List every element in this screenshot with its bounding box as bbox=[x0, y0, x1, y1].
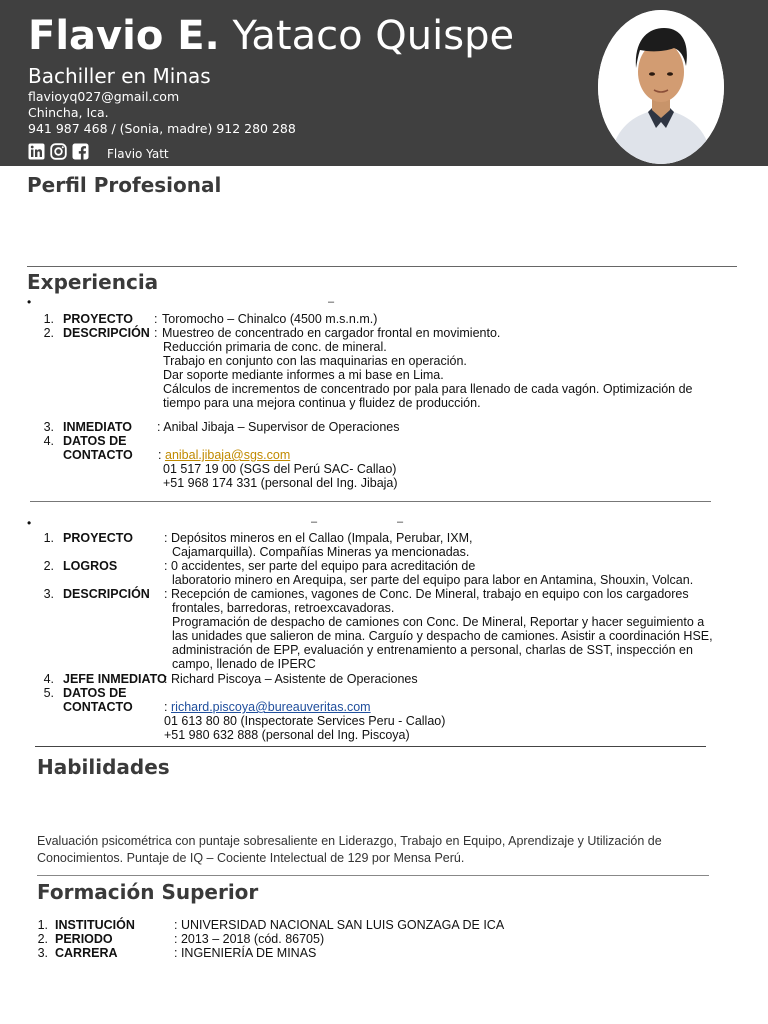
facebook-icon[interactable] bbox=[72, 143, 89, 160]
resume-header bbox=[0, 0, 768, 166]
job2-descripcion-num: 3. bbox=[43, 587, 54, 601]
section-title-experiencia: Experiencia bbox=[27, 270, 159, 294]
formacion-num: 1. bbox=[37, 918, 48, 932]
job2-proyecto-num: 1. bbox=[43, 531, 54, 545]
job1-contact-email-link[interactable]: anibal.jibaja@sgs.com bbox=[165, 448, 291, 462]
job2-desc-line: campo, llenado de IPERC bbox=[172, 657, 316, 671]
instagram-icon[interactable] bbox=[50, 143, 67, 160]
job1-proyecto-value: Toromocho – Chinalco (4500 m.s.n.m.) bbox=[162, 312, 378, 326]
section-divider bbox=[37, 875, 709, 876]
phone-numbers: 941 987 468 / (Sonia, madre) 912 280 288 bbox=[28, 121, 296, 136]
section-title-perfil: Perfil Profesional bbox=[27, 173, 222, 197]
first-name: Flavio E. bbox=[28, 13, 220, 59]
job2-desc-line: administración de EPP, evaluación y entrenamiento a personal, charlas de SST, inspección en bbox=[172, 643, 693, 657]
job2-desc-line: Programación de despacho de camiones con Conc. De Mineral, Reportar y hacer seguimiento a bbox=[172, 615, 705, 629]
job-title: Bachiller en Minas bbox=[28, 64, 211, 88]
job2-contacto-sep: : bbox=[164, 700, 168, 714]
formacion-value: : INGENIERÍA DE MINAS bbox=[174, 946, 317, 960]
section-title-formacion: Formación Superior bbox=[37, 880, 259, 904]
job2-desc-line: : Recepción de camiones, vagones de Conc. De Mineral, trabajo en equipo con los cargadores bbox=[164, 587, 689, 601]
job1-contacto-sep: : bbox=[158, 448, 162, 462]
job1-descripcion-sep: : bbox=[154, 326, 158, 340]
job2-dash: – bbox=[397, 516, 404, 528]
job1-proyecto-label: PROYECTO bbox=[63, 312, 133, 326]
section-title-habilidades: Habilidades bbox=[37, 755, 170, 779]
section-divider bbox=[27, 266, 737, 267]
job1-desc-line: tiempo para una mejora continua y fluidez de producción. bbox=[163, 396, 481, 410]
formacion-num: 2. bbox=[37, 932, 48, 946]
job1-descripcion-value: Muestreo de concentrado en cargador frontal en movimiento. bbox=[162, 326, 501, 340]
habilidades-line: Conocimientos. Puntaje de IQ – Cociente Intelectual de 129 por Mensa Perú. bbox=[37, 851, 465, 865]
job1-desc-line: Cálculos de incrementos de concentrado por pala para llenado de cada vagón. Optimización de bbox=[163, 382, 693, 396]
job1-inmediato-value: : Anibal Jibaja – Supervisor de Operaciones bbox=[157, 420, 400, 434]
job1-inmediato-label: INMEDIATO bbox=[63, 420, 132, 434]
job2-logros-value: : 0 accidentes, ser parte del equipo para acreditación de bbox=[164, 559, 476, 573]
job2-proyecto-value: Cajamarquilla). Compañías Mineras ya mencionadas. bbox=[172, 545, 470, 559]
formacion-num: 3. bbox=[37, 946, 48, 960]
formacion-label: INSTITUCIÓN bbox=[55, 918, 135, 932]
job2-logros-value: laboratorio minero en Arequipa, ser parte del equipo para labor en Antamina, Shouxin, Volcan. bbox=[172, 573, 694, 587]
job2-proyecto-value: : Depósitos mineros en el Callao (Impala, Perubar, IXM, bbox=[164, 531, 473, 545]
job2-logros-label: LOGROS bbox=[63, 559, 118, 573]
job1-proyecto-num: 1. bbox=[43, 312, 54, 326]
job2-logros-num: 2. bbox=[43, 559, 54, 573]
job2-contacto-label: CONTACTO bbox=[63, 700, 133, 714]
job2-desc-line: frontales, barredoras, retroexcavadoras. bbox=[172, 601, 395, 615]
social-handle[interactable]: Flavio Yatt bbox=[107, 147, 169, 161]
job1-inmediato-num: 3. bbox=[43, 420, 54, 434]
job1-proyecto-sep: : bbox=[154, 312, 158, 326]
full-name bbox=[28, 14, 514, 58]
job2-jefe-value: : Richard Piscoya – Asistente de Operaciones bbox=[164, 672, 418, 686]
job2-descripcion-label: DESCRIPCIÓN bbox=[63, 587, 150, 601]
job2-contact-phone: 01 613 80 80 (Inspectorate Services Peru - Callao) bbox=[164, 714, 446, 728]
job1-contact-phone: +51 968 174 331 (personal del Ing. Jibaja) bbox=[163, 476, 398, 490]
job1-descripcion-label: DESCRIPCIÓN bbox=[63, 326, 150, 340]
job1-desc-line: Trabajo en conjunto con las maquinarias en operación. bbox=[163, 354, 467, 368]
last-name: Yataco Quispe bbox=[232, 13, 515, 59]
job2-desc-line: las unidades que salieron de mina. Carguío y despacho de camiones. Asistir a coordinación HSE, bbox=[172, 629, 713, 643]
job1-contact-phone: 01 517 19 00 (SGS del Perú SAC- Callao) bbox=[163, 462, 397, 476]
formacion-value: : 2013 – 2018 (cód. 86705) bbox=[174, 932, 325, 946]
formacion-value: : UNIVERSIDAD NACIONAL SAN LUIS GONZAGA DE ICA bbox=[174, 918, 505, 932]
email-address[interactable]: flavioyq027@gmail.com bbox=[28, 89, 180, 104]
job2-bullet: • bbox=[27, 516, 32, 530]
job2-jefe-num: 4. bbox=[43, 672, 54, 686]
job2-proyecto-label: PROYECTO bbox=[63, 531, 133, 545]
job2-contacto-label: DATOS DE bbox=[63, 686, 127, 700]
job1-contacto-label: DATOS DE bbox=[63, 434, 127, 448]
social-links bbox=[28, 142, 169, 160]
job2-dash: – bbox=[311, 516, 318, 528]
habilidades-text bbox=[37, 833, 717, 867]
habilidades-line: Evaluación psicométrica con puntaje sobresaliente en Liderazgo, Trabajo en Equipo, Aprendizaje y Utilización de bbox=[37, 834, 662, 848]
location: Chincha, Ica. bbox=[28, 105, 109, 120]
formacion-label: CARRERA bbox=[55, 946, 118, 960]
job2-contact-phone: +51 980 632 888 (personal del Ing. Piscoya) bbox=[164, 728, 410, 742]
job1-descripcion-num: 2. bbox=[43, 326, 54, 340]
linkedin-icon[interactable] bbox=[28, 143, 45, 160]
job1-contacto-label: CONTACTO bbox=[63, 448, 133, 462]
job1-desc-line: Dar soporte mediante informes a mi base en Lima. bbox=[163, 368, 444, 382]
formacion-label: PERIODO bbox=[55, 932, 113, 946]
job1-desc-line: Reducción primaria de conc. de mineral. bbox=[163, 340, 387, 354]
profile-photo bbox=[598, 10, 724, 164]
job1-dash: – bbox=[328, 296, 335, 308]
job1-bullet: • bbox=[27, 295, 32, 309]
job2-contact-email-link[interactable]: richard.piscoya@bureauveritas.com bbox=[171, 700, 371, 714]
job1-contacto-num: 4. bbox=[43, 434, 54, 448]
job-divider bbox=[30, 501, 711, 502]
job2-jefe-label: JEFE INMEDIATO bbox=[63, 672, 167, 686]
section-divider bbox=[35, 746, 706, 747]
job2-contacto-num: 5. bbox=[43, 686, 54, 700]
